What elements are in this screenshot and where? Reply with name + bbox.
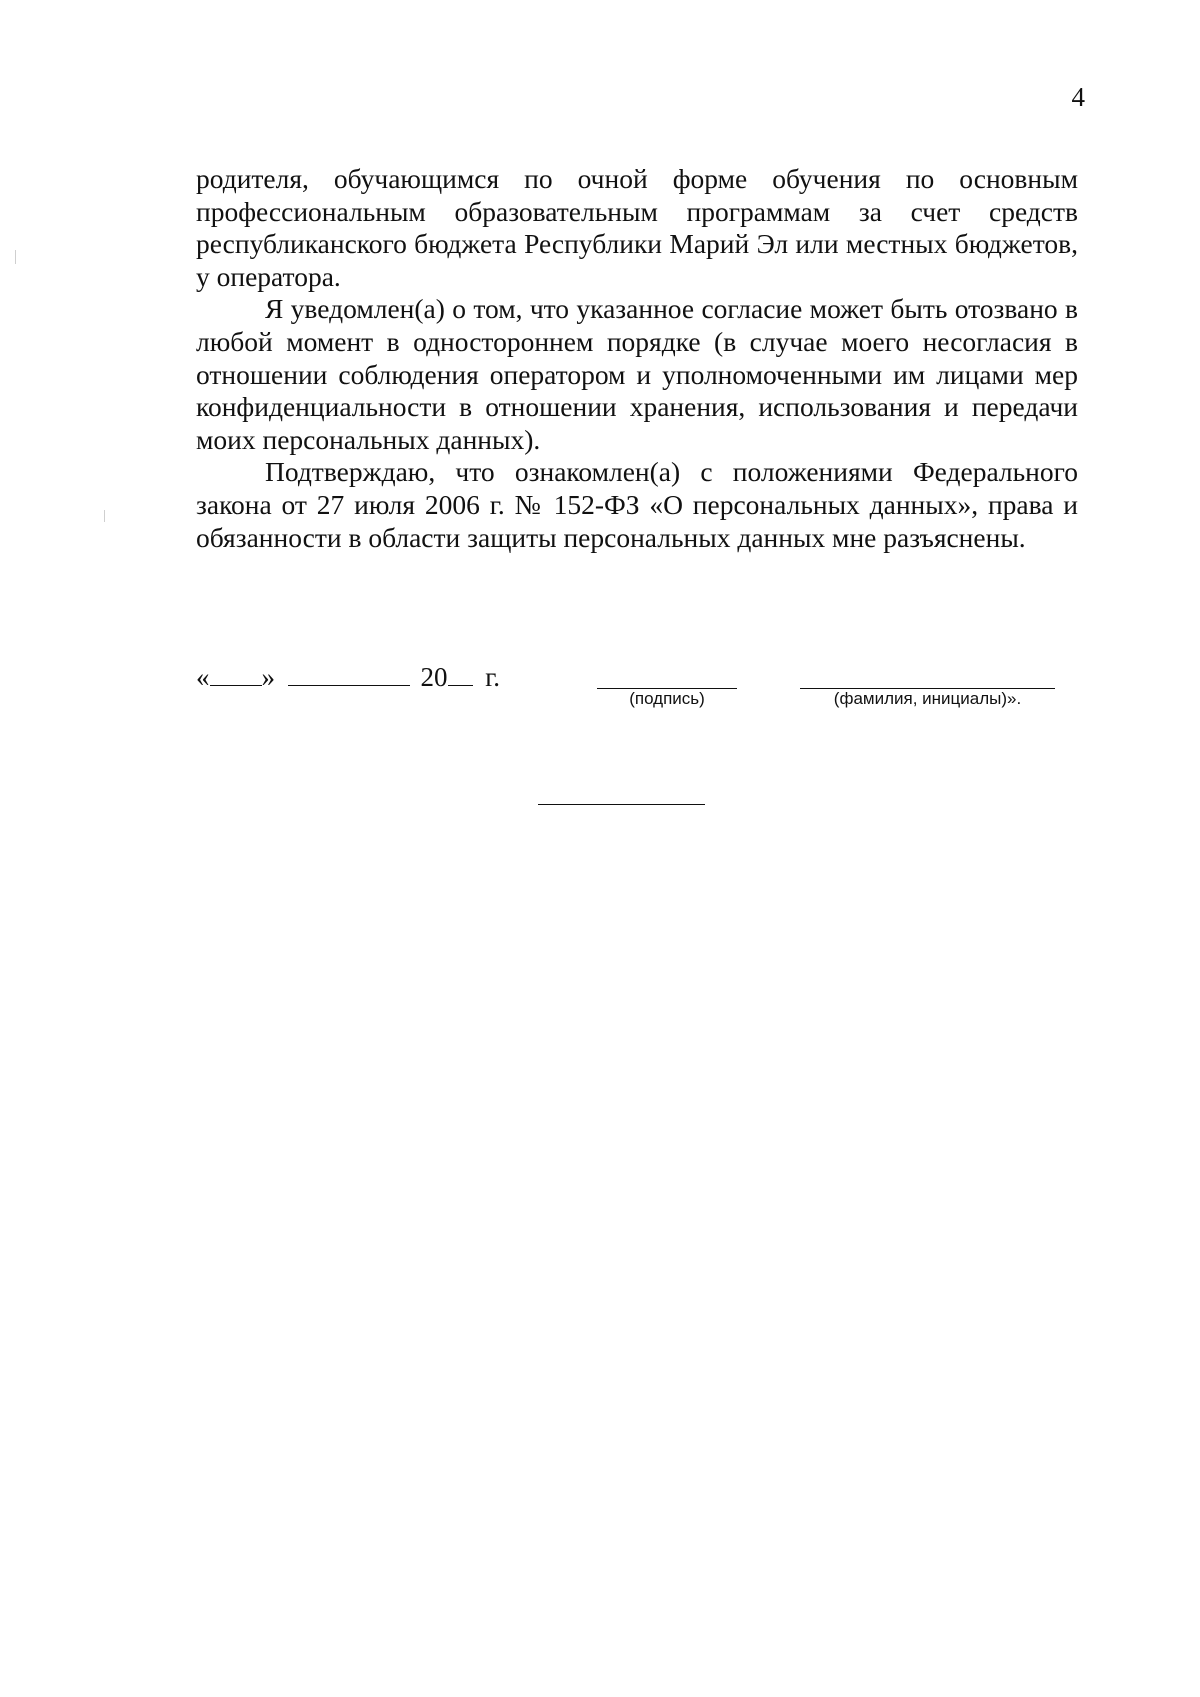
close-quote: »	[261, 662, 275, 692]
paragraph-revocation-notice: Я уведомлен(а) о том, что указанное согласие может быть отозвано в любой момент в одностороннем порядке (в случае моего несогласия в отношении соблюдения оператором и уполномоченными им лицами мер конфиденциальности в отношении хранения, использования и передачи моих персональных данных).	[196, 293, 1078, 455]
day-blank	[210, 663, 262, 686]
signature-field	[597, 688, 737, 709]
page-number: 4	[1071, 82, 1085, 112]
year-suffix: г.	[485, 662, 501, 692]
signature-caption: (подпись)	[629, 689, 705, 708]
scan-margin-mark	[15, 250, 16, 264]
paragraph-continuation: родителя, обучающимся по очной форме обучения по основным профессиональным образовательным программам за счет средств республиканского бюджета Республики Марий Эл или местных бюджетов, у оператора.	[196, 163, 1078, 292]
end-of-document-rule	[538, 804, 705, 805]
document-body	[196, 163, 1078, 554]
name-field	[800, 688, 1055, 709]
year-blank	[448, 663, 473, 686]
scan-margin-mark	[104, 510, 105, 522]
date-field	[196, 662, 500, 692]
year-prefix: 20	[420, 662, 448, 692]
open-quote: «	[196, 662, 210, 692]
month-blank	[288, 663, 410, 686]
signature-row	[196, 662, 1096, 722]
paragraph-acknowledgement: Подтверждаю, что ознакомлен(а) с положениями Федерального закона от 27 июля 2006 г. № 152-ФЗ «О персональных данных», права и обязанности в области защиты персональных данных мне разъяснены.	[196, 456, 1078, 553]
name-caption: (фамилия, инициалы)».	[833, 689, 1022, 708]
